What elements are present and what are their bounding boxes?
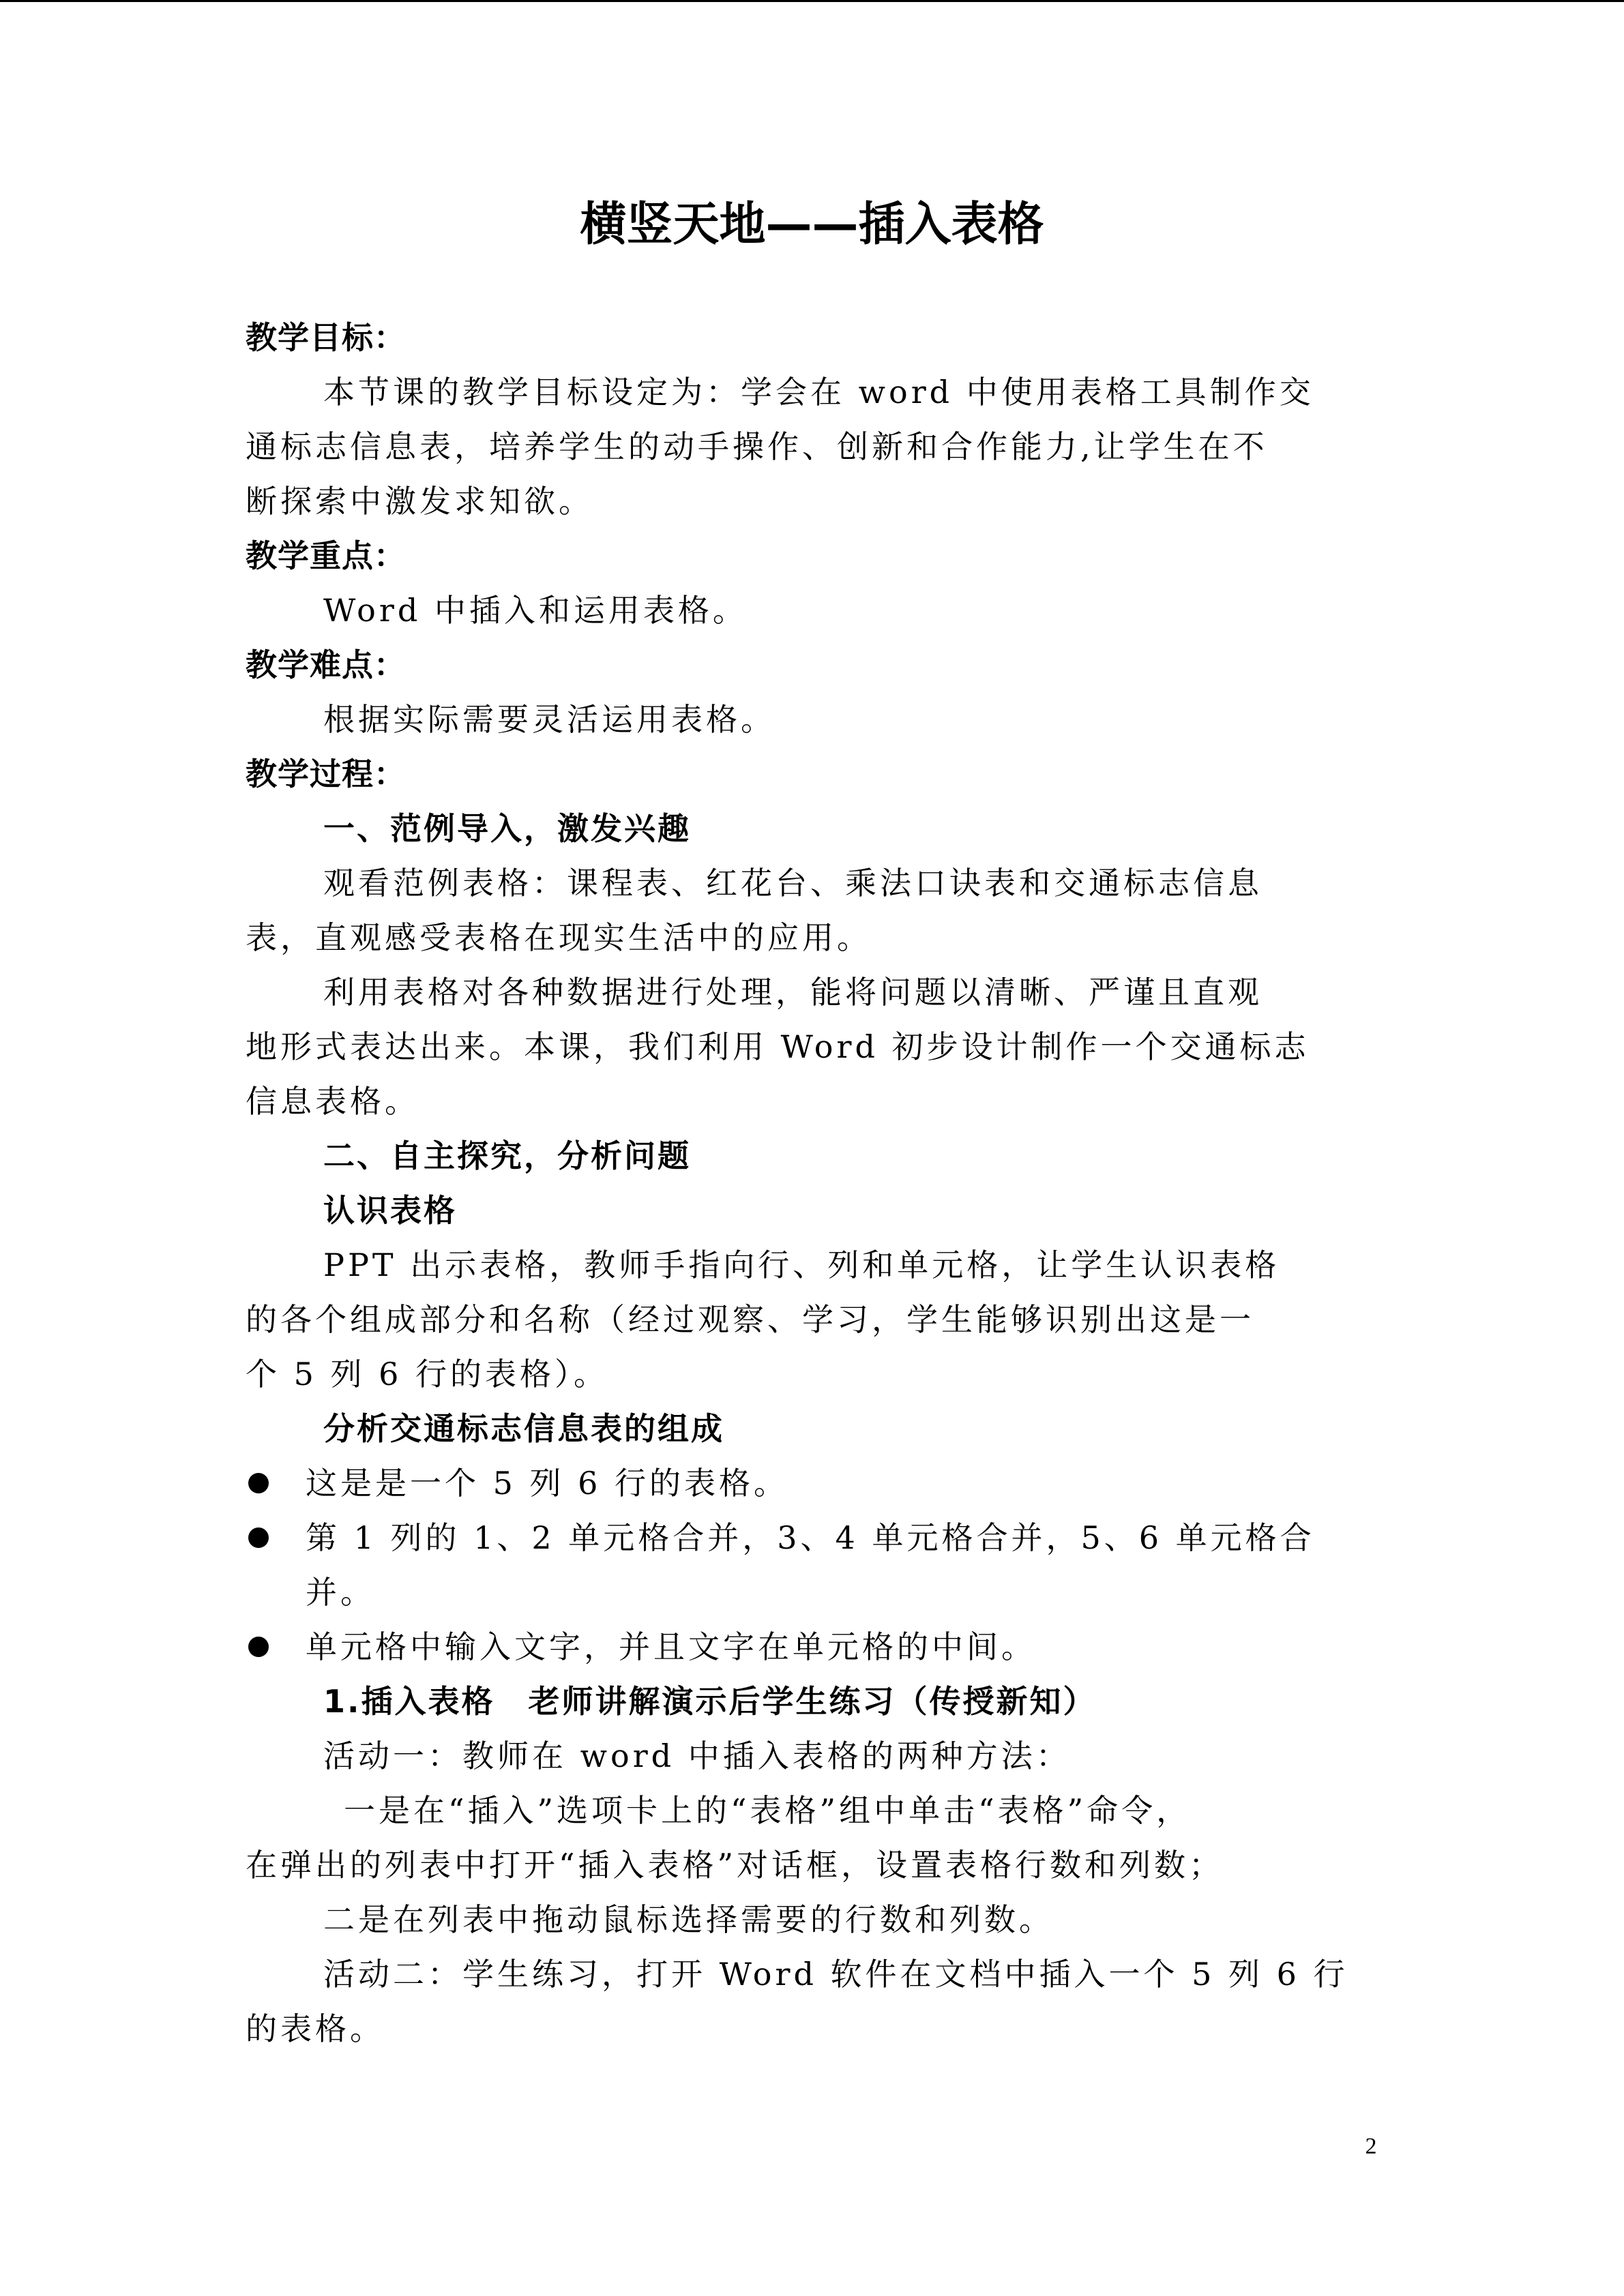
heading-keypoint: 教学重点： [246,537,406,574]
bullet-text: 单元格中输入文字，并且文字在单元格的中间。 [306,1628,1036,1665]
bullet-item [246,1456,1378,1510]
subheading-part1: 一、范例导入，激发兴趣 [323,810,691,847]
heading-objectives: 教学目标： [246,319,406,356]
subheading-insert-table: 1.插入表格 老师讲解演示后学生练习（传授新知） [323,1683,1097,1720]
paragraph-line: 的表格。 [246,2010,385,2047]
document-body [246,310,1378,2056]
paragraph-line: 本节课的教学目标设定为：学会在 word 中使用表格工具制作交 [323,374,1314,411]
paragraph-line: 断探索中激发求知欲。 [246,483,593,520]
paragraph-line: 观看范例表格：课程表、红花台、乘法口诀表和交通标志信息 [323,865,1263,901]
document-title: 横竖天地——插入表格 [580,198,1044,252]
bullet-text: 这是是一个 5 列 6 行的表格。 [306,1465,789,1502]
paragraph-line: 活动二：学生练习，打开 Word 软件在文档中插入一个 5 列 6 行 [323,1956,1348,1993]
paragraph-line: 的各个组成部分和名称（经过观察、学习，学生能够识别出这是一 [246,1301,1254,1338]
subheading-analyze-table: 分析交通标志信息表的组成 [323,1410,724,1447]
paragraph-line: 个 5 列 6 行的表格）。 [246,1356,609,1392]
paragraph-line: 信息表格。 [246,1083,419,1120]
paragraph-line: 利用表格对各种数据进行处理，能将问题以清晰、严谨且直观 [323,974,1263,1011]
bullet-dot-icon [248,1637,269,1657]
paragraph-line: 通标志信息表，培养学生的动手操作、创新和合作能力,让学生在不 [246,428,1268,465]
paragraph-line: 一是在“插入”选项卡上的“表格”组中单击“表格”命令， [344,1792,1192,1829]
subheading-part2: 二、自主探究，分析问题 [323,1137,691,1174]
subheading-recognize-table: 认识表格 [323,1192,457,1229]
bullet-dot-icon [248,1473,269,1493]
paragraph-line: PPT 出示表格，教师手指向行、列和单元格，让学生认识表格 [323,1247,1280,1283]
bullet-dot-icon [248,1527,269,1548]
paragraph-line: 地形式表达出来。本课，我们利用 Word 初步设计制作一个交通标志 [246,1028,1310,1065]
bullet-text-continued: 并。 [306,1574,375,1611]
bullet-text: 第 1 列的 1、2 单元格合并，3、4 单元格合并，5、6 单元格合 [306,1519,1315,1556]
heading-process: 教学过程： [246,756,406,792]
bullet-item [246,1620,1378,1674]
bullet-item [246,1510,1378,1565]
paragraph-line: 活动一：教师在 word 中插入表格的两种方法： [323,1738,1071,1774]
page-number: 2 [1365,2134,1377,2159]
paragraph-line: 二是在列表中拖动鼠标选择需要的行数和列数。 [323,1901,1054,1938]
paragraph-line: 在弹出的列表中打开“插入表格”对话框，设置表格行数和列数； [246,1847,1224,1883]
paragraph-line: 表，直观感受表格在现实生活中的应用。 [246,919,872,956]
heading-difficulty: 教学难点： [246,646,406,683]
paragraph-line: Word 中插入和运用表格。 [323,592,748,629]
paragraph-line: 根据实际需要灵活运用表格。 [323,701,776,738]
